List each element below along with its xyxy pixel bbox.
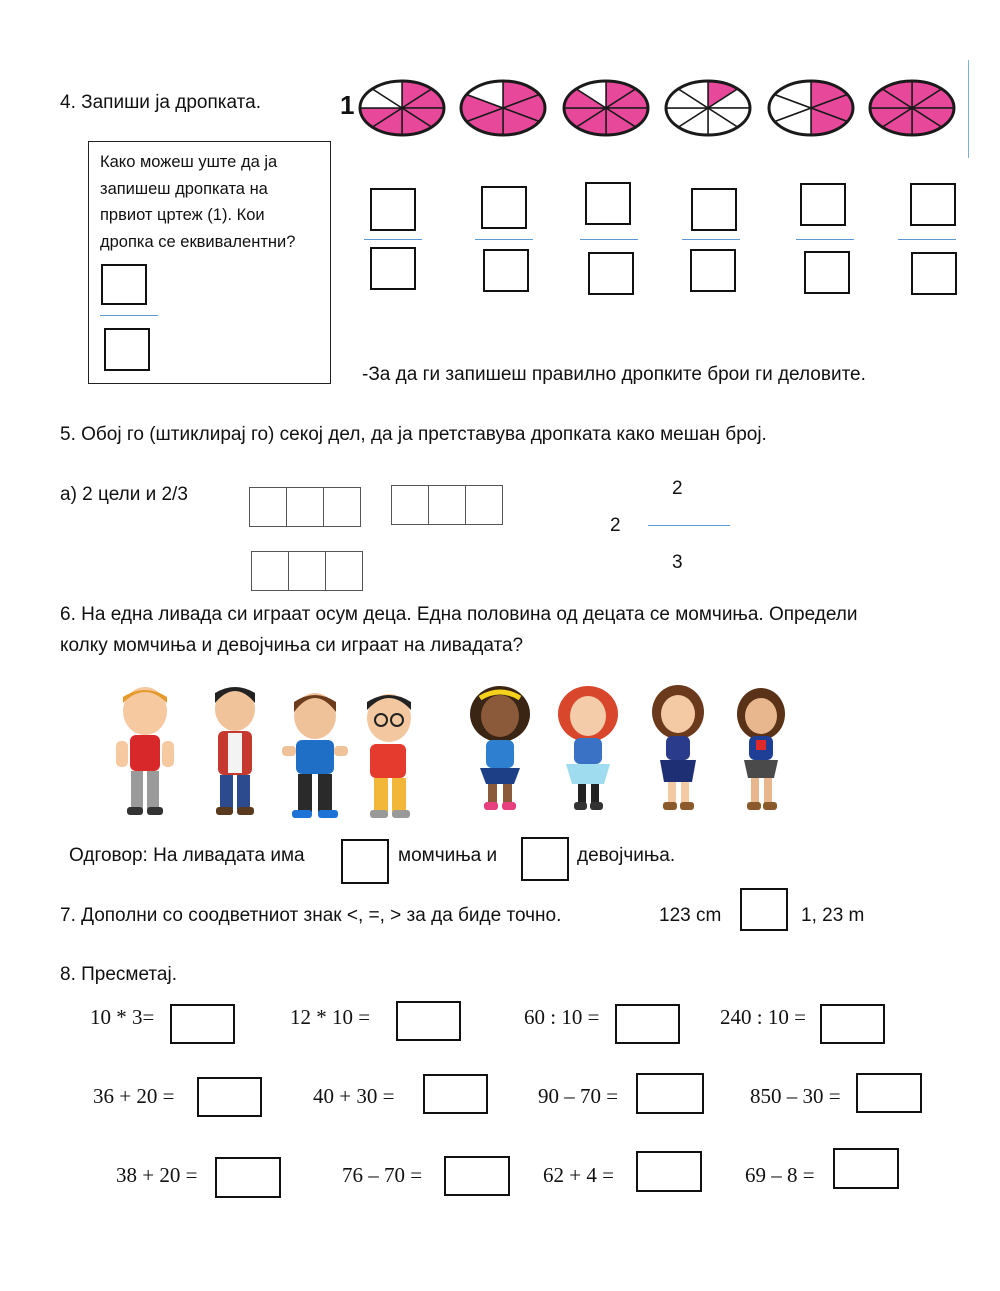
calc-answer-box[interactable] <box>856 1073 922 1113</box>
calc-answer-box[interactable] <box>636 1151 702 1192</box>
fraction1-bar <box>364 239 422 240</box>
mixed-numerator: 2 <box>672 478 683 499</box>
fraction6-bar <box>898 239 956 240</box>
fraction2-bar <box>475 239 533 240</box>
q6-answer-suffix: девојчиња. <box>577 845 676 866</box>
fraction3-denominator-box[interactable] <box>588 252 634 295</box>
fraction1-numerator-box[interactable] <box>370 188 416 231</box>
calc-answer-box[interactable] <box>636 1073 704 1114</box>
fraction2-numerator-box[interactable] <box>481 186 527 229</box>
calc-answer-box[interactable] <box>396 1001 461 1041</box>
calc-expression: 76 – 70 = <box>342 1163 423 1187</box>
fraction5-bar <box>796 239 854 240</box>
fraction2-denominator-box[interactable] <box>483 249 529 292</box>
fraction4-denominator-box[interactable] <box>690 249 736 292</box>
calc-expression: 10 * 3= <box>90 1005 155 1029</box>
calc-answer-box[interactable] <box>197 1077 262 1117</box>
girls-count-box[interactable] <box>521 837 569 881</box>
fraction-circles <box>355 78 965 138</box>
fraction-circle <box>666 81 750 135</box>
note-text: Како можеш уште да ја запишеш дропката на првиот цртеж (1). Кои дропка се еквивалентни? <box>100 153 296 251</box>
boy-illustration-3 <box>280 690 350 822</box>
calc-answer-box[interactable] <box>170 1004 235 1044</box>
q7-text: 7. Дополни со соодветниот знак <, =, > за да биде точно. <box>60 905 562 926</box>
fraction-circle <box>461 81 545 135</box>
q6-answer-mid: момчиња и <box>398 845 498 866</box>
fraction1-denominator-box[interactable] <box>370 247 416 290</box>
fraction3-numerator-box[interactable] <box>585 182 631 225</box>
mixed-fraction-bar <box>648 525 730 526</box>
girl-illustration-4 <box>726 684 796 818</box>
thirds-bar-1[interactable] <box>249 487 361 527</box>
q6-text-line2: колку момчиња и девојчиња си играат на ливадата? <box>60 635 524 656</box>
fraction4-numerator-box[interactable] <box>691 188 737 231</box>
calc-expression: 90 – 70 = <box>538 1084 619 1108</box>
calc-expression: 69 – 8 = <box>745 1163 815 1187</box>
fraction-circle <box>564 81 648 135</box>
fraction6-denominator-box[interactable] <box>911 252 957 295</box>
comparison-sign-box[interactable] <box>740 888 788 931</box>
fraction-circle <box>870 81 954 135</box>
q6-answer-prefix: Одговор: На ливадата има <box>69 845 305 866</box>
girl-illustration-3 <box>640 682 720 818</box>
calc-answer-box[interactable] <box>444 1156 510 1196</box>
calc-answer-box[interactable] <box>833 1148 899 1189</box>
calc-expression: 850 – 30 = <box>750 1084 841 1108</box>
boy-illustration-2 <box>200 683 270 818</box>
margin-line <box>968 60 969 158</box>
q4-title: 4. Запиши ја дропката. <box>60 92 261 113</box>
mixed-denominator: 3 <box>672 552 683 573</box>
fraction6-numerator-box[interactable] <box>910 183 956 226</box>
calc-answer-box[interactable] <box>215 1157 281 1198</box>
boys-count-box[interactable] <box>341 839 389 884</box>
fraction4-bar <box>682 239 740 240</box>
boy-illustration-4 <box>352 690 422 822</box>
note-fraction-bar <box>100 315 158 316</box>
thirds-bar-2[interactable] <box>391 485 503 525</box>
boy-illustration-1 <box>110 683 180 818</box>
fraction5-denominator-box[interactable] <box>804 251 850 294</box>
q4-hint: -За да ги запишеш правилно дропките брои ги деловите. <box>362 364 866 385</box>
first-figure-label: 1 <box>340 90 355 120</box>
fraction-circle <box>769 81 853 135</box>
mixed-whole: 2 <box>610 515 621 536</box>
q7-left-value: 123 cm <box>659 905 722 926</box>
q5-part-a: а) 2 цели и 2/3 <box>60 484 188 505</box>
fraction5-numerator-box[interactable] <box>800 183 846 226</box>
calc-expression: 62 + 4 = <box>543 1163 614 1187</box>
q8-title: 8. Пресметај. <box>60 964 177 985</box>
girl-illustration-1 <box>460 684 540 818</box>
girl-illustration-2 <box>548 684 628 818</box>
calc-expression: 240 : 10 = <box>720 1005 806 1029</box>
thirds-bar-3[interactable] <box>251 551 363 591</box>
q6-text-line1: 6. На една ливада си играат осум деца. Една половина од децата се момчиња. Определи <box>60 604 858 625</box>
q7-right-value: 1, 23 m <box>801 905 865 926</box>
calc-answer-box[interactable] <box>820 1004 885 1044</box>
calc-expression: 40 + 30 = <box>313 1084 395 1108</box>
fraction3-bar <box>580 239 638 240</box>
calc-answer-box[interactable] <box>615 1004 680 1044</box>
note-numerator-box[interactable] <box>101 264 147 305</box>
calc-expression: 12 * 10 = <box>290 1005 371 1029</box>
fraction-circle <box>360 81 444 135</box>
calc-expression: 60 : 10 = <box>524 1005 600 1029</box>
calc-expression: 36 + 20 = <box>93 1084 175 1108</box>
calc-answer-box[interactable] <box>423 1074 488 1114</box>
q5-title: 5. Обој го (штиклирај го) секој дел, да ја претставува дропката како мешан број. <box>60 424 767 445</box>
calc-expression: 38 + 20 = <box>116 1163 198 1187</box>
note-denominator-box[interactable] <box>104 328 150 371</box>
